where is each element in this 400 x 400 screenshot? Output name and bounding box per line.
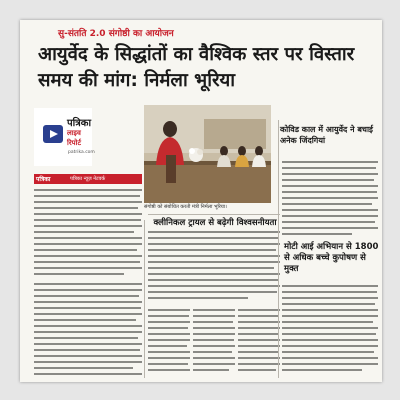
right-text-column-bottom xyxy=(282,284,378,376)
newspaper-clipping xyxy=(20,20,382,382)
text-lines xyxy=(282,160,378,238)
column-divider-left xyxy=(144,220,145,378)
byline-strip xyxy=(34,174,142,184)
byline-text: पत्रिका न्यूज़ नेटवर्क xyxy=(70,176,106,182)
divider xyxy=(148,214,280,215)
logo-live: लाइव xyxy=(67,129,81,137)
middle-text-block xyxy=(148,230,280,302)
text-lines xyxy=(34,188,142,376)
logo-report: रिपोर्ट xyxy=(67,139,81,147)
right-text-column-top xyxy=(282,160,378,238)
subhead-obesity: मोटी आई अभियान से 1800 से अधिक बच्चे कुपोषण से मुक्त xyxy=(284,242,379,274)
bottom-text-column-2 xyxy=(193,308,235,376)
kicker-line: सु-संतति 2.0 संगोष्ठी का आयोजन xyxy=(58,29,174,39)
logo-name: पत्रिका xyxy=(67,118,92,129)
patrika-live-logo xyxy=(34,108,95,166)
photo-illustration xyxy=(144,105,271,203)
subhead-covid: कोविड काल में आयुर्वेद ने बचाई अनेक जिंदगियां xyxy=(280,125,373,145)
photo-caption: संगोष्ठी को संबोधित करती मंत्री निर्मला भूरिया। xyxy=(144,204,227,210)
text-lines xyxy=(238,308,280,376)
logo-site: patrika.com xyxy=(68,150,95,155)
text-lines xyxy=(148,230,280,302)
text-lines xyxy=(148,308,190,376)
headline: आयुर्वेद के सिद्धांतों का वैश्विक स्तर पर विस्तार समय की मांग: निर्मला भूरिया xyxy=(38,44,355,91)
column-divider xyxy=(278,120,279,378)
play-icon xyxy=(42,123,64,145)
byline-tag: पत्रिका xyxy=(36,176,51,183)
bottom-text-column-1 xyxy=(148,308,190,376)
text-lines xyxy=(193,308,235,376)
left-text-column xyxy=(34,188,142,376)
event-photo xyxy=(144,105,271,203)
bottom-text-column-3 xyxy=(238,308,280,376)
text-lines xyxy=(282,284,378,376)
subhead-trial: क्लीनिकल ट्रायल से बढ़ेगी विश्वसनीयता xyxy=(153,218,277,228)
